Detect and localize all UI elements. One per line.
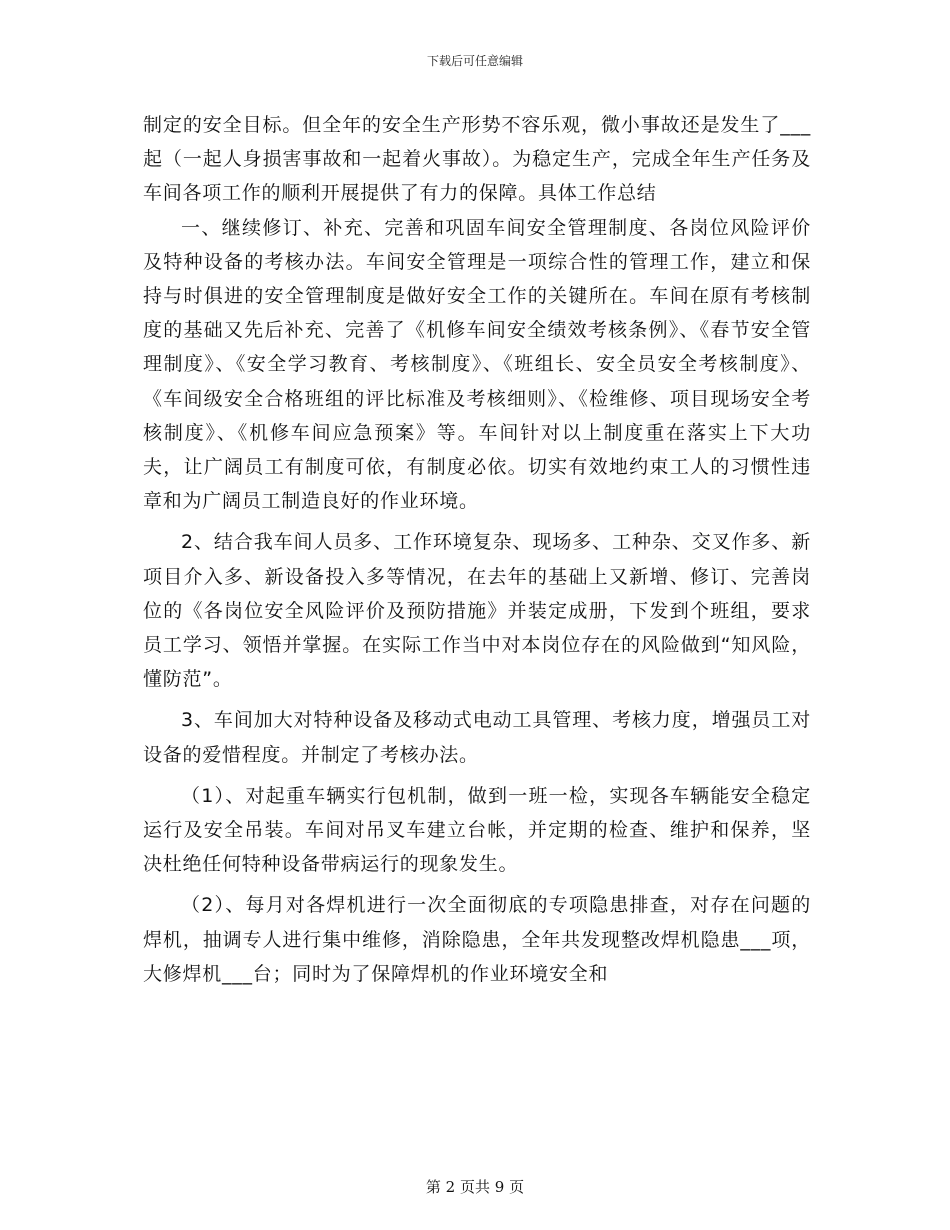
paragraph-section-2: 2、结合我车间人员多、工作环境复杂、现场多、工种杂、交叉作多、新项目介入多、新设备投入多等情况，在去年的基础上又新增、修订、完善岗位的《各岗位安全风险评价及预防措施》并装定成册，下发到个班组，要求员工学习、领悟并掌握。在实际工作当中对本岗位存在的风险做到“知风险，懂防范”。	[143, 531, 811, 691]
page-number-footer	[0, 1176, 950, 1197]
paragraph-intro: 制定的安全目标。但全年的安全生产形势不容乐观，微小事故还是发生了___起（一起人身损害事故和一起着火事故）。为稳定生产，完成全年生产任务及车间各项工作的顺利开展提供了有力的保障。具体工作总结	[143, 114, 811, 205]
document-body	[143, 108, 811, 991]
paragraph-section-1: 一、继续修订、补充、完善和巩固车间安全管理制度、各岗位风险评价及特种设备的考核办法。车间安全管理是一项综合性的管理工作，建立和保持与时俱进的安全管理制度是做好安全工作的关键所在。车间在原有考核制度的基础又先后补充、完善了《机修车间安全绩效考核条例》、《春节安全管理制度》、《安全学习教育、考核制度》、《班组长、安全员安全考核制度》、《车间级安全合格班组的评比标准及考核细则》、《检维修、项目现场安全考核制度》、《机修车间应急预案》等。车间针对以上制度重在落实上下大功夫，让广阔员工有制度可依，有制度必依。切实有效地约束工人的习惯性违章和为广阔员工制造良好的作业环境。	[143, 216, 811, 513]
paragraph-item-1: （1）、对起重车辆实行包机制，做到一班一检，实现各车辆能安全稳定运行及安全吊装。车间对吊叉车建立台帐，并定期的检查、维护和保养，坚决杜绝任何特种设备带病运行的现象发生。	[143, 784, 811, 876]
paragraph-section-3: 3、车间加大对特种设备及移动式电动工具管理、考核力度，增强员工对设备的爱惜程度。并制定了考核办法。	[143, 709, 811, 766]
page-number-label: 第 2 页共 9 页	[425, 1178, 525, 1196]
page-header-note: 下载后可任意编辑	[426, 54, 523, 68]
paragraph-item-2: （2）、每月对各焊机进行一次全面彻底的专项隐患排查，对存在问题的焊机，抽调专人进行集中维修，消除隐患，全年共发现整改焊机隐患___项，大修焊机___台；同时为了保障焊机的作业环境安全和	[143, 894, 811, 985]
